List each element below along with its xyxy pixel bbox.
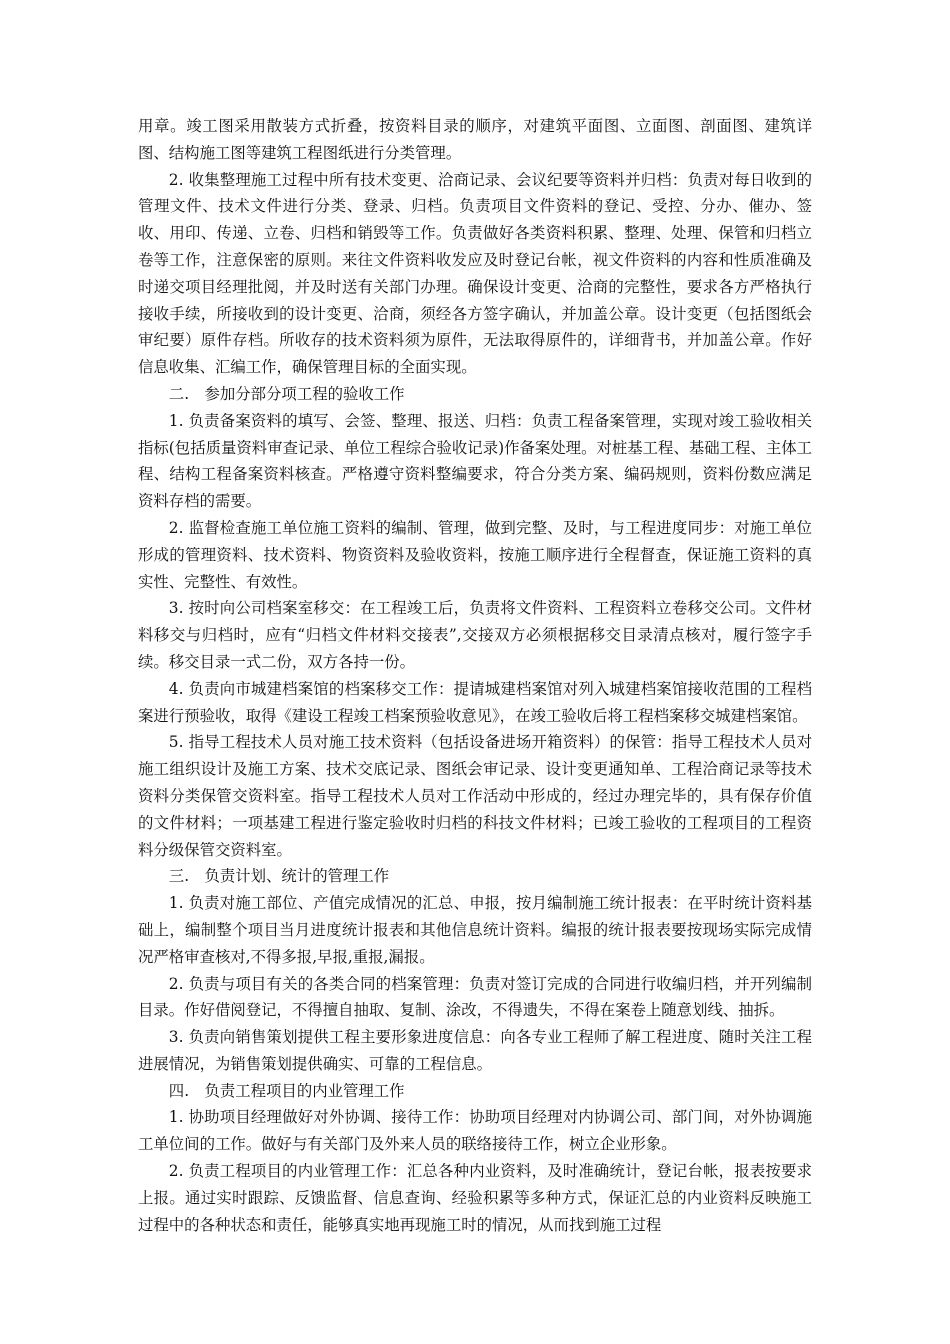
- list-item: 3. 负责向销售策划提供工程主要形象进度信息：向各专业工程师了解工程进度、随时关注工程进展情况，为销售策划提供确实、可靠的工程信息。: [138, 1028, 812, 1073]
- list-item: 2. 收集整理施工过程中所有技术变更、洽商记录、会议纪要等资料并归档：负责对每日收到的管理文件、技术文件进行分类、登录、归档。负责项目文件资料的登记、受控、分办、催办、签收、用印、传递、立卷、归档和销毁等工作。负责做好各类资料积累、整理、处理、保管和归档立卷等工作，注意保密的原则。来往文件资料收发应及时登记台帐，视文件资料的内容和性质准确及时递交项目经理批阅，并及时送有关部门办理。确保设计变更、洽商的完整性，要求各方严格执行接收手续，所接收到的设计变更、洽商，须经各方签字确认，并加盖公章。设计变更（包括图纸会审纪要）原件存档。所收存的技术资料须为原件，无法取得原件的，详细背书，并加盖公章。作好信息收集、汇编工作，确保管理目标的全面实现。: [138, 170, 812, 377]
- section-heading: 四. 负责工程项目的内业管理工作: [168, 1081, 405, 1100]
- list-item: 5. 指导工程技术人员对施工技术资料（包括设备进场开箱资料）的保管：指导工程技术人员对施工组织设计及施工方案、技术交底记录、图纸会审记录、设计变更通知单、工程洽商记录等技术资料分类保管交资料室。指导工程技术人员对工作活动中形成的，经过办理完毕的，具有保存价值的文件材料；一项基建工程进行鉴定验收时归档的科技文件材料；已竣工验收的工程项目的工程资料分级保管交资料室。: [138, 733, 812, 859]
- section-heading: 二. 参加分部分项工程的验收工作: [168, 384, 405, 403]
- list-item: 4. 负责向市城建档案馆的档案移交工作：提请城建档案馆对列入城建档案馆接收范围的工程档案进行预验收，取得《建设工程竣工档案预验收意见》，在竣工验收后将工程档案移交城建档案馆。: [138, 679, 812, 725]
- list-item: 3. 按时向公司档案室移交：在工程竣工后，负责将文件资料、工程资料立卷移交公司。文件材料移交与归档时，应有“归档文件材料交接表”,交接双方必须根据移交目录清点核对，履行签字手续。移交目录一式二份，双方各持一份。: [138, 599, 812, 671]
- list-item: 2. 负责与项目有关的各类合同的档案管理：负责对签订完成的合同进行收编归档，并开列编制目录。作好借阅登记，不得擅自抽取、复制、涂改，不得遗失，不得在案卷上随意划线、抽拆。: [138, 974, 812, 1020]
- paragraph-continuation: 用章。竣工图采用散装方式折叠，按资料目录的顺序，对建筑平面图、立面图、剖面图、建筑详图、结构施工图等建筑工程图纸进行分类管理。: [138, 117, 812, 162]
- document-page: [138, 113, 812, 1238]
- list-item: 1. 协助项目经理做好对外协调、接待工作：协助项目经理对内协调公司、部门间，对外协调施工单位间的工作。做好与有关部门及外来人员的联络接待工作，树立企业形象。: [138, 1108, 812, 1154]
- section-heading: 三. 负责计划、统计的管理工作: [168, 867, 390, 886]
- list-item: 2. 负责工程项目的内业管理工作：汇总各种内业资料，及时准确统计，登记台帐，报表按要求上报。通过实时跟踪、反馈监督、信息查询、经验积累等多种方式，保证汇总的内业资料反映施工过程中的各种状态和责任，能够真实地再现施工时的情况，从而找到施工过程: [138, 1162, 812, 1234]
- list-item: 1. 负责对施工部位、产值完成情况的汇总、申报，按月编制施工统计报表：在平时统计资料基础上，编制整个项目当月进度统计报表和其他信息统计资料。编报的统计报表要按现场实际完成情况严格审查核对,不得多报,早报,重报,漏报。: [138, 894, 812, 966]
- list-item: 2. 监督检查施工单位施工资料的编制、管理，做到完整、及时，与工程进度同步：对施工单位形成的管理资料、技术资料、物资资料及验收资料，按施工顺序进行全程督查，保证施工资料的真实性、完整性、有效性。: [138, 518, 812, 591]
- list-item: 1. 负责备案资料的填写、会签、整理、报送、归档：负责工程备案管理，实现对竣工验收相关指标(包括质量资料审查记录、单位工程综合验收记录)作备案处理。对桩基工程、基础工程、主体工程、结构工程备案资料核查。严格遵守资料整编要求，符合分类方案、编码规则，资料份数应满足资料存档的需要。: [138, 411, 812, 511]
